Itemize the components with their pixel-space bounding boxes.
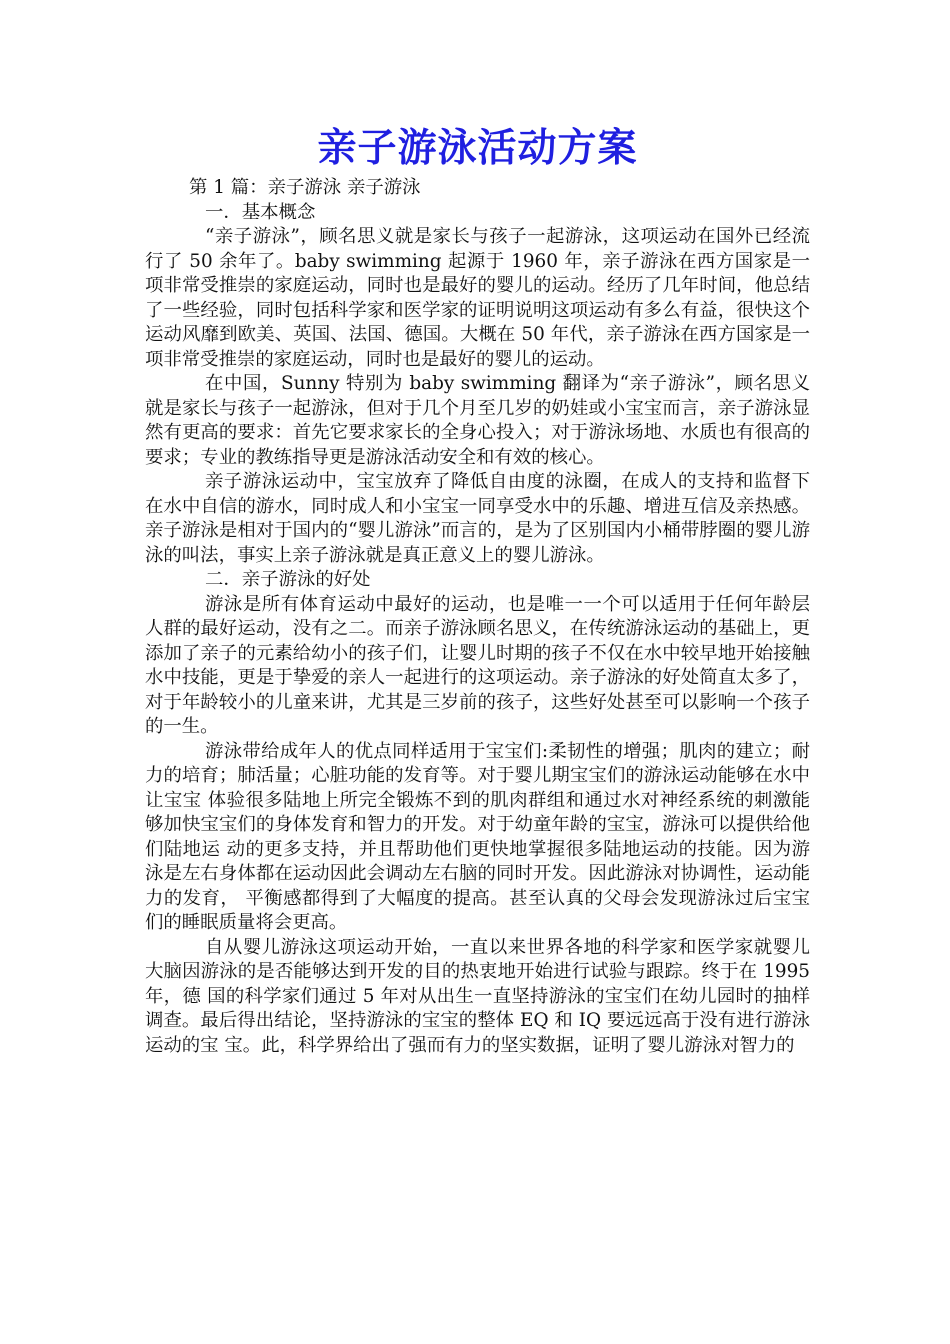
paragraph: 亲子游泳运动中，宝宝放弃了降低自由度的泳圈，在成人的支持和监督下在水中自信的游水，同时成人和小宝宝一同享受水中的乐趣、增进互信及亲热感。亲子游泳是相对于国内的“婴儿游泳”而言的，是为了区别国内小桶带脖圈的婴儿游泳的叫法，事实上亲子游泳就是真正意义上的婴儿游泳。	[145, 471, 810, 566]
document-page	[145, 120, 810, 1058]
paragraph: 游泳是所有体育运动中最好的运动，也是唯一一个可以适用于任何年龄层人群的最好运动，没有之二。而亲子游泳顾名思义，在传统游泳运动的基础上，更添加了亲子的元素给幼小的孩子们，让婴儿时期的孩子不仅在水中较早地开始接触水中技能，更是于挚爱的亲人一起进行的这项运动。亲子游泳的好处简直太多了，对于年龄较小的儿童来讲，尤其是三岁前的孩子，这些好处甚至可以影响一个孩子的一生。	[145, 593, 810, 737]
document-title: 亲子游泳活动方案	[317, 125, 638, 171]
chapter-subtitle: 第 1 篇：亲子游泳 亲子游泳	[189, 177, 421, 198]
paragraph: 在中国，Sunny 特别为 baby swimming 翻译为“亲子游泳”，顾名思义就是家长与孩子一起游泳，但对于几个月至几岁的奶娃或小宝宝而言，亲子游泳显然有更高的要求：首先它要求家长的全身心投入；对于游泳场地、水质也有很高的要求；专业的教练指导更是游泳活动安全和有效的核心。	[145, 373, 810, 468]
paragraph: 游泳带给成年人的优点同样适用于宝宝们:柔韧性的增强；肌肉的建立；耐力的培育；肺活量；心脏功能的发育等。对于婴儿期宝宝们的游泳运动能够在水中让宝宝 体验很多陆地上所完全锻炼不到的肌肉群组和通过水对神经系统的刺激能够加快宝宝们的身体发育和智力的开发。对于幼童年龄的宝宝，游泳可以提供给他们陆地运 动的更多支持，并且帮助他们更快地掌握很多陆地运动的技能。因为游泳是左右身体都在运动因此会调动左右脑的同时开发。因此游泳对协调性，运动能力的发育， 平衡感都得到了大幅度的提高。甚至认真的父母会发现游泳过后宝宝们的睡眠质量将会更高。	[145, 740, 810, 933]
section-heading-benefits: 二．亲子游泳的好处	[205, 569, 371, 590]
section-heading-basic-concept: 一．基本概念	[205, 201, 316, 223]
paragraph: “亲子游泳”，顾名思义就是家长与孩子一起游泳，这项运动在国外已经流行了 50 余年了。baby swimming 起源于 1960 年，亲子游泳在西方国家是一项非常受推崇的家庭运动，同时也是最好的婴儿的运动。经历了几年时间，他总结了一些经验，同时包括科学家和医学家的证明说明这项运动有多么有益，很快这个运动风靡到欧美、英国、法国、德国。大概在 50 年代，亲子游泳在西方国家是一项非常受推崇的家庭运动，同时也是最好的婴儿的运动。	[145, 226, 810, 370]
paragraph: 自从婴儿游泳这项运动开始，一直以来世界各地的科学家和医学家就婴儿大脑因游泳的是否能够达到开发的目的热衷地开始进行试验与跟踪。终于在 1995 年，德 国的科学家们通过 5 年对从出生一直坚持游泳的宝宝们在幼儿园时的抽样调查。最后得出结论，坚持游泳的宝宝的整体 EQ 和 IQ 要远远高于没有进行游泳运动的宝 宝。此，科学界给出了强而有力的坚实数据，证明了婴儿游泳对智力的	[145, 936, 810, 1056]
